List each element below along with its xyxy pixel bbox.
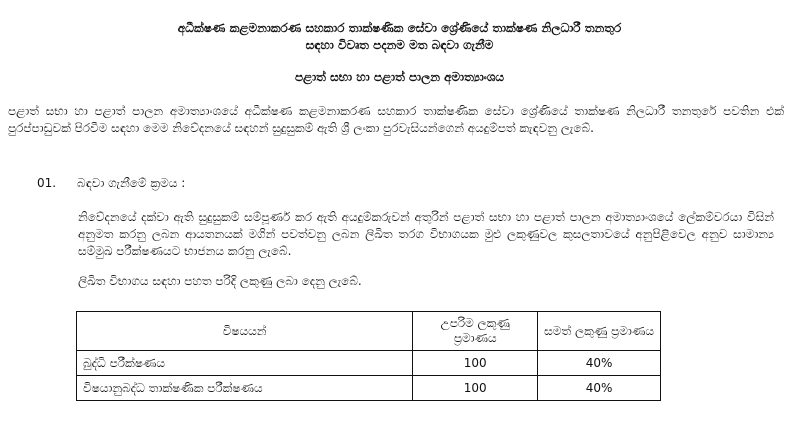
row-pass-marks: 40% (538, 351, 661, 376)
header-max-marks: උපරිම ලකුණු ප්‍රමාණය (413, 312, 538, 351)
row-pass-marks: 40% (538, 376, 661, 401)
row-subject: විෂයානුබද්ධ තාක්ෂණික පරීක්ෂණය (77, 376, 413, 401)
table-row (77, 376, 661, 401)
document-title-line-1: අධීක්ෂණ කළමනාකරණ සහකාර තාක්ෂණික සේවා ශ්‍රේණියේ තාක්ෂණ නිලධාරී තනතුර (177, 21, 622, 35)
intro-paragraph: පළාත් සභා හා පළාත් පාලන අමාත්‍යාංශයේ අධීක්ෂණ කළමනාකරණ සහකාර තාක්ෂණික සේවා ශ්‍රේණියේ තාක්ෂණ නිලධාරී තනතුරේ පවතින එක් පුරප්පාඩුවක් පිරවීම සඳහා මෙම නිවේදනයේ සඳහන් සුදුසුකම් ඇති ශ්‍රී ලංකා පුරවැසියන්ගෙන් අයදුම්පත් කැඳවනු ලැබේ. (8, 104, 784, 135)
recruitment-method-paragraph: නිවේදනයේ දක්වා ඇති සුදුසුකම් සම්පූර්ණ කර ඇති අයදුම්කරුවන් අතුරින් පළාත් සභා හා පළාත් පාලන අමාත්‍යාංශයේ ලේකම්වරයා විසින් අනුමත කරනු ලබන ආයතනයක් මගින් පවත්වනු ලබන ලිඛිත තරග විභාගයක මුළු ලකුණුවල කුසලතාවයේ අනුපිළිවෙල අනුව සාමාන්‍ය සම්මුඛ පරීක්ෂණයට භාජනය කරනු ලැබේ. (78, 210, 774, 258)
section-title: බඳවා ගැනීමේ ක්‍රමය : (77, 176, 186, 190)
header-subject: විෂයයන් (77, 312, 413, 351)
row-max-marks: 100 (413, 351, 538, 376)
table-header-row (77, 312, 661, 351)
table-row (77, 351, 661, 376)
written-exam-note: ලිඛිත විභාගය සඳහා පහත පරිදි ලකුණු ලබා දෙනු ලැබේ. (78, 274, 362, 288)
ministry-name: පළාත් සභා හා පළාත් පාලන අමාත්‍යාංශය (294, 70, 505, 84)
header-pass-marks: සමත් ලකුණු ප්‍රමාණය (538, 312, 661, 351)
marks-table (76, 311, 661, 401)
section-number: 01. (37, 176, 57, 190)
row-max-marks: 100 (413, 376, 538, 401)
row-subject: බුද්ධි පරීක්ෂණය (77, 351, 413, 376)
section-heading (37, 175, 185, 191)
document-title-line-2: සඳහා විවෘත පදනම මත බඳවා ගැනීම (305, 38, 494, 52)
